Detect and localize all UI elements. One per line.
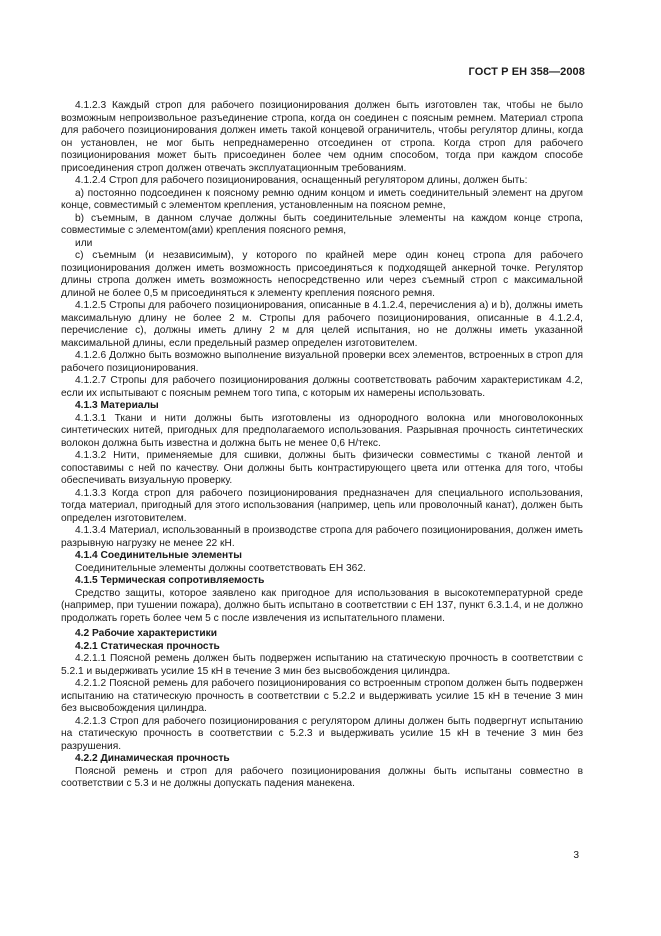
section-heading-performance: 4.2 Рабочие характеристики [75,628,217,639]
page-number: 3 [573,850,579,861]
clause-4-2-1-3: 4.2.1.3 Строп для рабочего позиционирования с регулятором длины должен быть подвергнут испытанию на статическую прочность в соответствии с 5.2.3 и выдерживать усилие 15 кН в течение 3 мин без разрушения. [61,715,583,752]
clause-4-2-2-text: Поясной ремень и строп для рабочего позиционирования должны быть испытаны совместно в соответствии с 5.3 и не должны допускать падения манекена. [61,765,583,789]
clause-4-1-4-text: Соединительные элементы должны соответствовать ЕН 362. [75,562,366,574]
list-item-b: b) съемным, в данном случае должны быть соединительные элементы на каждом конце стропа, совместимые с элементом(ами) крепления поясного ремня, [61,212,583,236]
clause-4-1-2-4: 4.1.2.4 Строп для рабочего позиционирования, оснащенный регулятором длины, должен быть: [75,175,528,186]
document-header: ГОСТ Р ЕН 358—2008 [468,66,585,78]
section-heading-thermal: 4.1.5 Термическая сопротивляемость [75,575,265,586]
list-separator-or: или [75,237,93,249]
clause-4-1-3-3: 4.1.3.3 Когда строп для рабочего позиционирования предназначен для специального использования, тогда материал, пригодный для этого использования (например, цепь или проволочный канат), должен быть определен изготовителем. [61,487,583,524]
section-heading-connectors: 4.1.4 Соединительные элементы [75,550,242,561]
clause-4-1-3-4: 4.1.3.4 Материал, использованный в производстве стропа для рабочего позиционирования, должен иметь разрывную нагрузку не менее 22 кН. [61,525,583,549]
clause-4-1-3-1: 4.1.3.1 Ткани и нити должны быть изготовлены из однородного волокна или многоволоконных синтетических нитей, пригодных для предполагаемого использования. Разрывная прочность синтетических волокон должна быть известна и должна быть не менее 0,6 Н/текс. [61,412,583,449]
clause-4-1-2-6: 4.1.2.6 Должно быть возможно выполнение визуальной проверки всех элементов, встроенных в строп для рабочего позиционирования. [61,350,583,374]
clause-4-1-2-5: 4.1.2.5 Стропы для рабочего позиционирования, описанные в 4.1.2.4, перечисления a) и b), должны иметь максимальную длину не более 2 м. Стропы для рабочего позиционирования, описанные в 4.1.2.4, перечисление c), должны иметь длину 2 м для целей испытания, но не должны иметь указанной максимальной длины, если предельный размер определен изготовителем. [61,300,583,349]
section-heading-static-strength: 4.2.1 Статическая прочность [75,640,220,652]
list-item-c: c) съемным (и независимым), у которого по крайней мере один конец стропа для рабочего позиционирования должен иметь возможность присоединяться к подходящей анкерной точке. Регулятор длины стропа должен иметь возможность непосредственно или через съемный строп с максимальной длиной не более 0,5 м присоединяться к элементу крепления поясного ремня. [61,250,583,299]
document-body [61,100,583,791]
clause-4-2-1-1: 4.2.1.1 Поясной ремень должен быть подвержен испытанию на статическую прочность в соответствии с 5.2.1 и выдерживать усилие 15 кН в течение 3 мин без высвобождения цилиндра. [61,653,583,677]
section-heading-dynamic-strength: 4.2.2 Динамическая прочность [75,753,230,764]
list-item-a: a) постоянно подсоединен к поясному ремню одним концом и иметь соединительный элемент на другом конце, совместимый с элементом крепления, установленным на поясном ремне, [61,187,583,211]
clause-4-1-3-2: 4.1.3.2 Нити, применяемые для сшивки, должны быть физически совместимы с тканой лентой и сопоставимы с ней по качеству. Они должны быть контрастирующего цвета или оттенка для того, чтобы обеспечивать визуальную проверку. [61,450,583,486]
clause-4-2-1-2: 4.2.1.2 Поясной ремень для рабочего позиционирования со встроенным стропом должен быть подвержен испытанию на статическую прочность в соответствии с 5.2.2 и выдерживать усилие 15 кН в течение 3 мин без высвобождения цилиндра. [61,678,583,714]
section-heading-materials: 4.1.3 Материалы [75,400,159,411]
clause-4-1-2-7: 4.1.2.7 Стропы для рабочего позиционирования должны соответствовать рабочим характеристикам 4.2, если их испытывают с поясным ремнем того типа, с которым их намерены использовать. [61,375,583,399]
clause-4-1-2-3: 4.1.2.3 Каждый строп для рабочего позиционирования должен быть изготовлен так, чтобы не было возможным непроизвольное разъединение стропа, когда он соединен с поясным ремнем. Материал стропа для рабочего позиционирования должен иметь такой концевой ограничитель, чтобы регулятор длины, когда он установлен, не мог быть непреднамеренно отсоединен от стропа. Когда строп для рабочего позиционирования может быть присоединен более чем одним способом, тогда при каждом способе присоединения строп должен отвечать эксплуатационным требованиям. [61,100,583,174]
clause-4-1-5-text: Средство защиты, которое заявлено как пригодное для использования в высокотемпературной среде (например, при тушении пожара), должно быть испытано в соответствии с ЕН 137, пункт 6.3.1.4, и не должно продолжать гореть более чем 5 с после извлечения из испытательного пламени. [61,587,583,624]
